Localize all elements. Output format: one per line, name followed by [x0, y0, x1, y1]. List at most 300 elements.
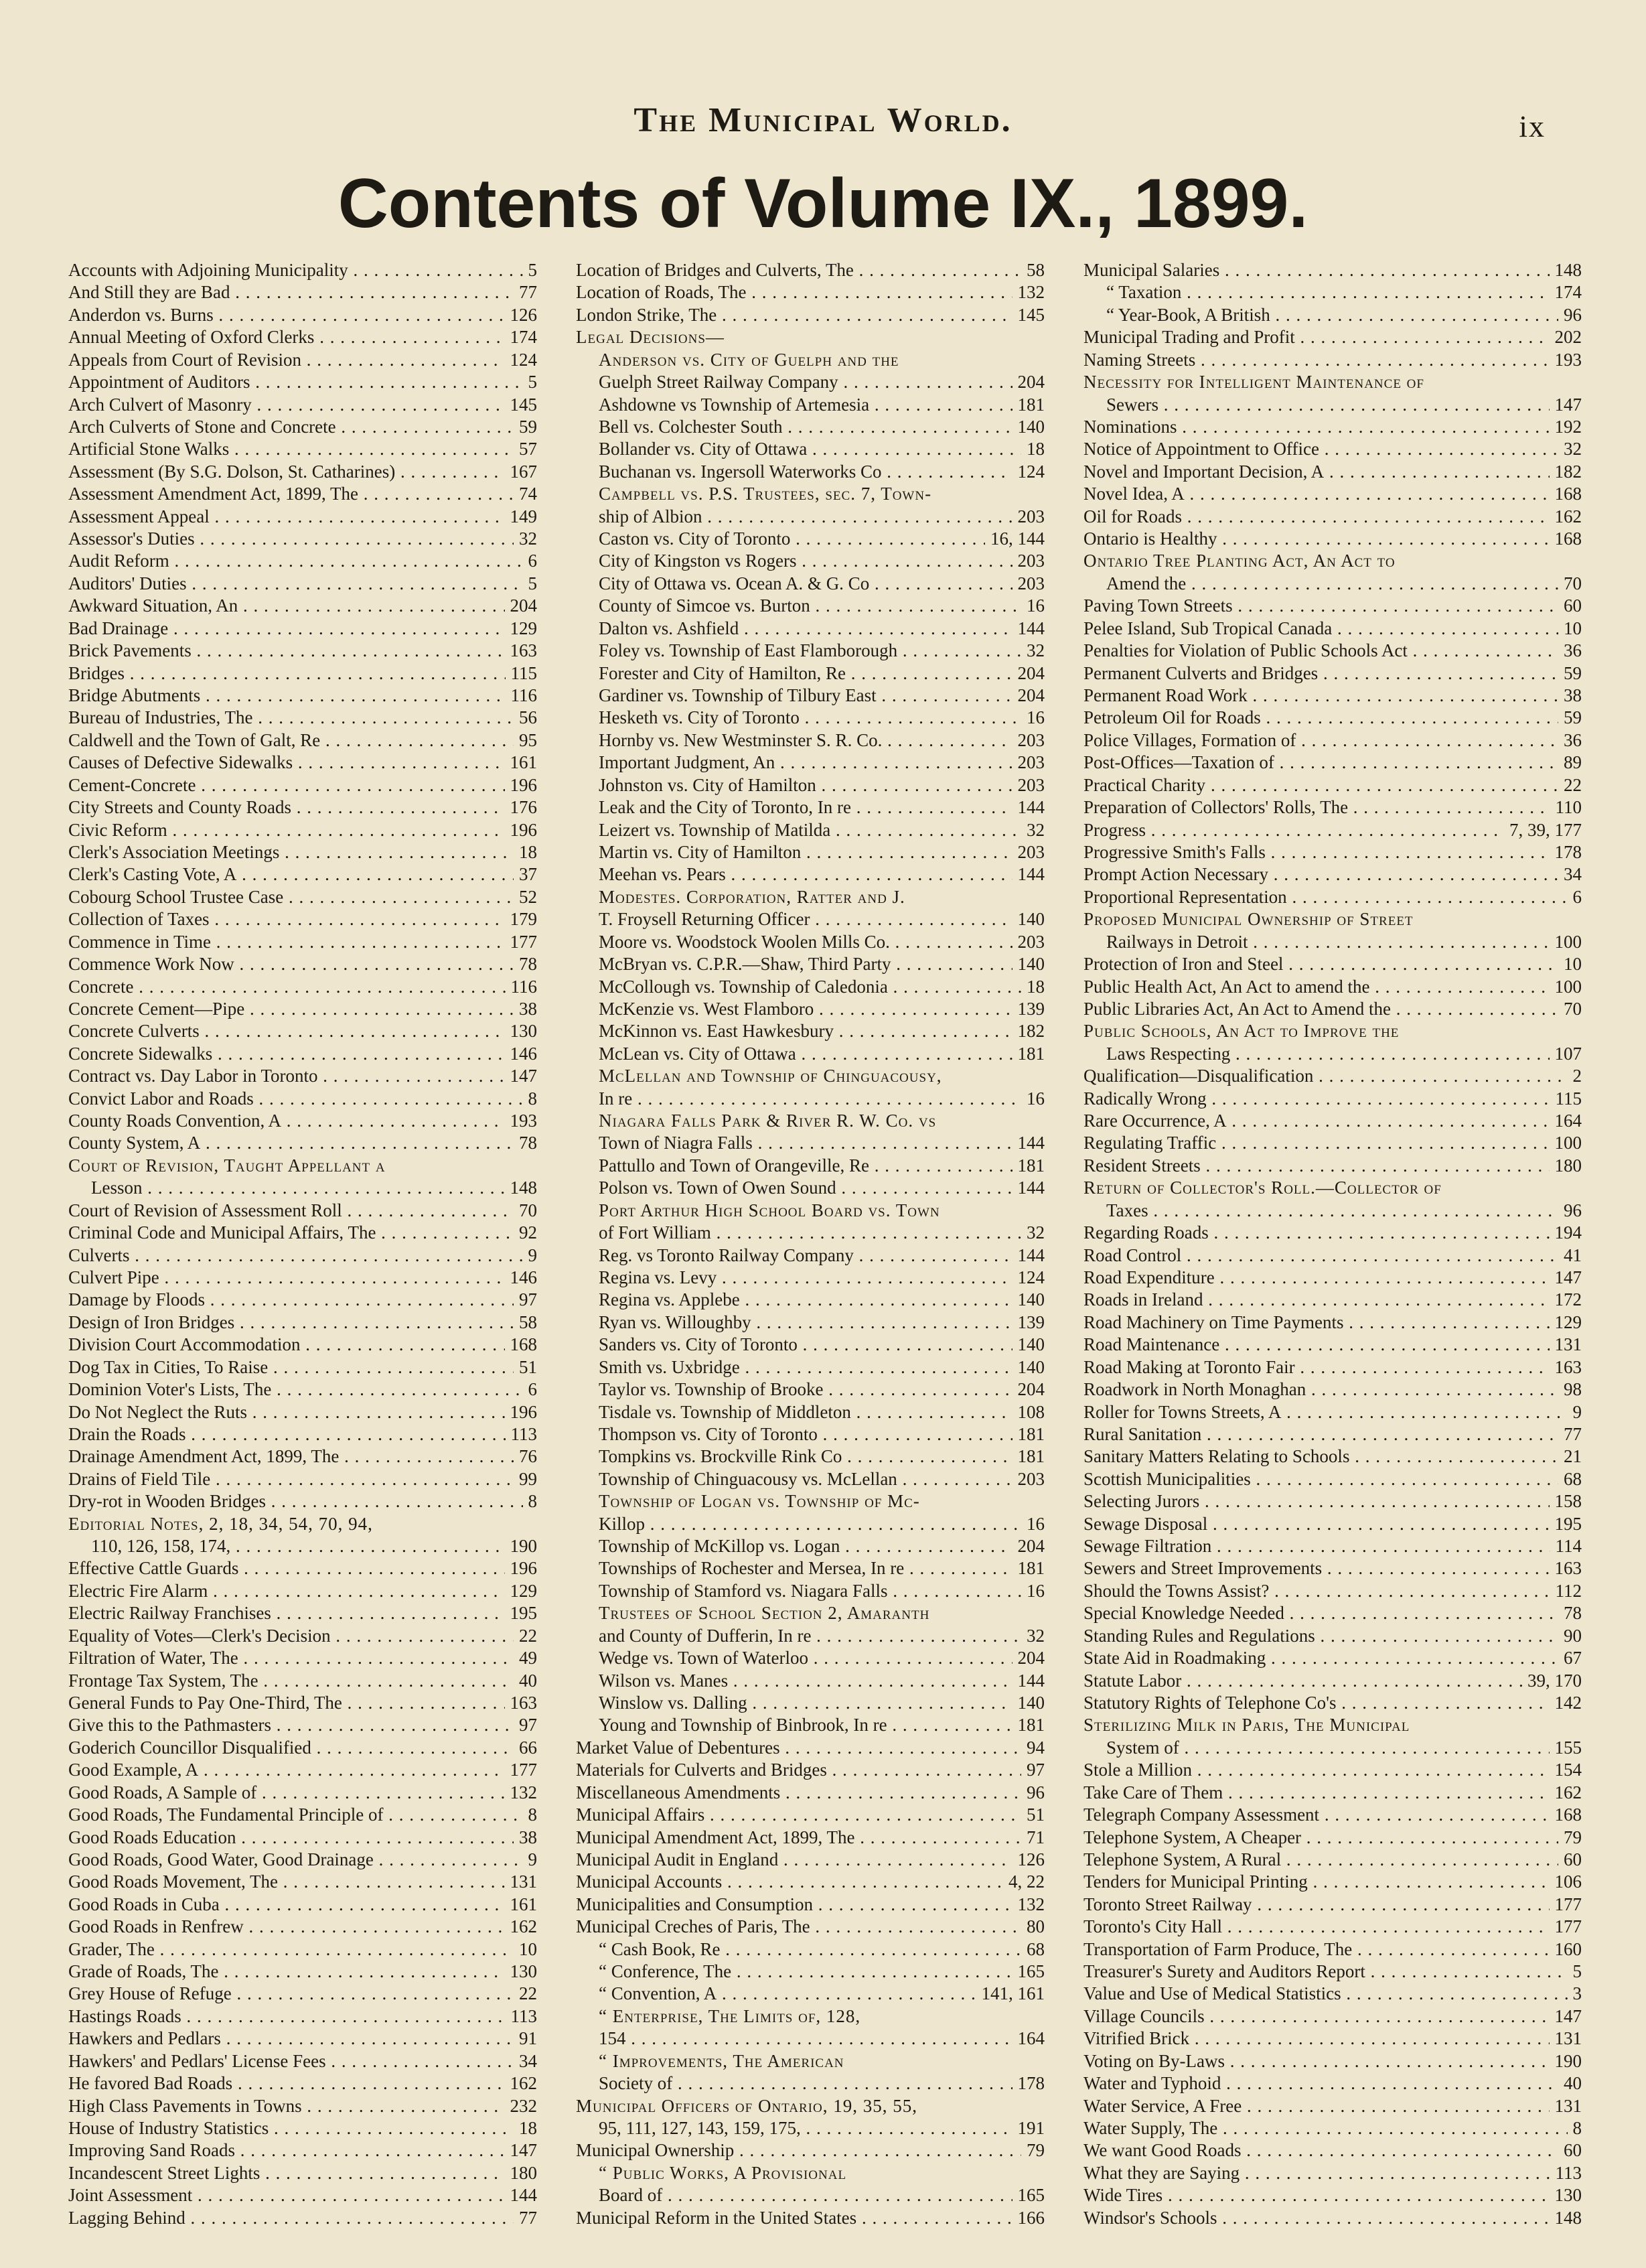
entry-title: Assessor's Duties . . .: [68, 528, 514, 549]
entry-title: Electric Railway Franchises . . .: [68, 1603, 505, 1624]
index-entry: [576, 1111, 1045, 1131]
entry-page-number: 203: [1017, 729, 1045, 750]
index-entry: [68, 1827, 537, 1848]
publication-masthead: The Municipal World.: [633, 101, 1013, 139]
index-entry: [1083, 573, 1582, 594]
entry-title: Arch Culvert of Masonry . . .: [68, 395, 505, 415]
index-entry: [68, 1088, 537, 1109]
index-entry: [576, 1536, 1045, 1557]
index-entry: [68, 1782, 537, 1803]
entry-title: Ontario is Healthy . . .: [1083, 528, 1550, 549]
entry-page-number: 204: [510, 595, 537, 616]
entry-title: Niagara Falls Park & River R. W. Co. vs: [599, 1111, 937, 1131]
entry-page-number: 38: [1564, 685, 1582, 706]
entry-title: Caldwell and the Town of Galt, Re . . .: [68, 730, 514, 751]
index-entry: [68, 1626, 537, 1646]
entry-title: Statute Labor . . .: [1083, 1671, 1522, 1691]
entry-page-number: 161: [510, 752, 537, 773]
entry-page-number: 144: [1017, 864, 1045, 885]
index-entry: [576, 2208, 1045, 2228]
entry-title: “ Enterprise, The Limits of, 128,: [599, 2005, 861, 2026]
entry-title: Buchanan vs. Ingersoll Waterworks Co . . .: [599, 462, 1013, 482]
entry-page-number: 192: [1554, 416, 1582, 437]
index-entry: [1083, 1961, 1582, 1982]
entry-title: Modestes. Corporation, Ratter and J.: [599, 886, 905, 907]
entry-page-number: 193: [510, 1111, 537, 1131]
entry-title: Township of Logan vs. Township of Mc-: [599, 1491, 920, 1512]
entry-title: Municipal Amendment Act, 1899, The . . .: [576, 1827, 1021, 1848]
entry-page-number: 168: [510, 1334, 537, 1355]
index-entry: [1083, 372, 1582, 393]
index-entry: [68, 372, 537, 393]
index-entry: [1083, 707, 1582, 728]
entry-page-number: 39, 170: [1527, 1670, 1582, 1691]
entry-title: Thompson vs. City of Toronto . . .: [599, 1424, 1013, 1445]
entry-title: Civic Reform . . .: [68, 820, 505, 841]
entry-page-number: 5: [528, 372, 537, 393]
entry-title: Drains of Field Tile . . .: [68, 1469, 514, 1490]
index-entry: [1083, 1424, 1582, 1445]
entry-page-number: 195: [510, 1603, 537, 1624]
entry-title: Hawkers' and Pedlars' License Fees . . .: [68, 2051, 514, 2072]
index-entry: [1083, 2140, 1582, 2161]
index-entry: [68, 462, 537, 482]
index-entry: [576, 1424, 1045, 1445]
entry-page-number: 203: [1017, 752, 1045, 773]
index-entry: [68, 730, 537, 751]
index-entry: [68, 1738, 537, 1758]
index-entry: [1083, 1514, 1582, 1535]
entry-title: City of Kingston vs Rogers . . .: [599, 551, 1013, 571]
index-entry: [576, 1334, 1045, 1355]
entry-title: Causes of Defective Sidewalks . . .: [68, 752, 505, 773]
entry-page-number: 144: [1017, 1133, 1045, 1153]
entry-page-number: 196: [510, 1558, 537, 1579]
entry-title: Grey House of Refuge . . .: [68, 1983, 514, 2004]
entry-page-number: 58: [519, 1312, 537, 1332]
entry-page-number: 180: [1554, 1155, 1582, 1176]
index-entry: [68, 1648, 537, 1669]
entry-page-number: 168: [1554, 484, 1582, 504]
entry-title: Bridge Abutments . . .: [68, 685, 506, 706]
entry-title: Town of Niagra Falls . . .: [599, 1133, 1013, 1153]
entry-page-number: 21: [1564, 1446, 1582, 1467]
index-entry: [68, 864, 537, 885]
entry-title: Polson vs. Town of Owen Sound . . .: [599, 1178, 1013, 1198]
entry-page-number: 141, 161: [981, 1983, 1045, 2004]
entry-page-number: 18: [1027, 439, 1045, 459]
index-entry: [1083, 1044, 1582, 1064]
entry-page-number: 89: [1564, 752, 1582, 773]
index-entry: [1083, 2118, 1582, 2139]
entry-page-number: 113: [1555, 2162, 1582, 2183]
index-entry: [1083, 1715, 1582, 1735]
index-entry: [1083, 2006, 1582, 2027]
entry-page-number: 40: [519, 1670, 537, 1691]
entry-page-number: 140: [1017, 909, 1045, 930]
index-entry: [1083, 1267, 1582, 1288]
entry-page-number: 8: [1572, 2118, 1582, 2139]
entry-title: Good Roads in Renfrew . . .: [68, 1916, 505, 1937]
index-entry: [1083, 528, 1582, 549]
index-entry: [1083, 663, 1582, 684]
entry-title: House of Industry Statistics . . .: [68, 2118, 514, 2139]
entry-title: Radically Wrong . . .: [1083, 1088, 1550, 1109]
index-entry: [1083, 1648, 1582, 1669]
entry-page-number: 71: [1027, 1827, 1045, 1847]
entry-title: “ Improvements, The American: [599, 2050, 844, 2071]
entry-title: Appeals from Court of Revision . . .: [68, 350, 505, 370]
entry-page-number: 6: [528, 1379, 537, 1400]
index-entry: [1083, 618, 1582, 639]
entry-page-number: 167: [510, 461, 537, 482]
entry-title: Roadwork in North Monaghan . . .: [1083, 1379, 1558, 1400]
entry-page-number: 97: [519, 1289, 537, 1310]
entry-title: Drain the Roads . . .: [68, 1424, 506, 1445]
index-entry: [68, 977, 537, 997]
entry-page-number: 124: [1017, 1267, 1045, 1287]
index-entry: [68, 2118, 537, 2139]
entry-title: Miscellaneous Amendments . . .: [576, 1782, 1021, 1803]
index-entry: [576, 618, 1045, 639]
entry-page-number: 113: [510, 1423, 537, 1444]
index-column-1: [68, 260, 537, 2229]
entry-title: Board of . . .: [599, 2185, 1013, 2206]
index-entry: [576, 305, 1045, 326]
entry-title: Progress . . .: [1083, 820, 1504, 841]
index-column-2: [576, 260, 1045, 2229]
entry-page-number: 162: [1554, 1782, 1582, 1802]
index-entry: [1083, 1289, 1582, 1310]
entry-title: Sewage Filtration . . .: [1083, 1536, 1550, 1557]
entry-page-number: 177: [1554, 1916, 1582, 1937]
entry-page-number: 129: [510, 1580, 537, 1601]
index-entry: [576, 864, 1045, 885]
entry-page-number: 148: [1554, 2207, 1582, 2228]
entry-page-number: 163: [510, 640, 537, 661]
entry-page-number: 164: [1017, 2028, 1045, 2049]
index-entry: [576, 977, 1045, 997]
entry-title: Stole a Million . . .: [1083, 1760, 1550, 1780]
entry-title: Transportation of Farm Produce, The . . .: [1083, 1939, 1550, 1960]
entry-page-number: 139: [1017, 1312, 1045, 1332]
entry-page-number: 174: [510, 327, 537, 348]
entry-title: Good Roads Movement, The . . .: [68, 1871, 505, 1892]
entry-page-number: 179: [510, 909, 537, 930]
entry-title: System of . . .: [1106, 1738, 1550, 1758]
entry-page-number: 22: [519, 1983, 537, 2004]
entry-page-number: 5: [528, 573, 537, 593]
index-entry: [576, 1200, 1045, 1221]
index-entry: [1083, 2073, 1582, 2094]
index-entry: [576, 2006, 1045, 2027]
entry-title: Goderich Councillor Disqualified . . .: [68, 1738, 514, 1758]
index-entry: [1083, 1916, 1582, 1937]
index-entry: [68, 1581, 537, 1602]
index-entry: [576, 462, 1045, 482]
entry-page-number: 132: [510, 1782, 537, 1802]
entry-title: Penalties for Violation of Public Schools Act . . .: [1083, 640, 1558, 661]
entry-title: Treasurer's Surety and Auditors Report . . .: [1083, 1961, 1568, 1982]
index-entry: [68, 528, 537, 549]
index-column-3: [1083, 260, 1582, 2229]
entry-page-number: 203: [1017, 774, 1045, 795]
index-entry: [1083, 954, 1582, 975]
entry-title: Prompt Action Necessary . . .: [1083, 864, 1558, 885]
entry-title: Lagging Behind . . .: [68, 2208, 514, 2228]
entry-page-number: 52: [519, 886, 537, 907]
index-entry: [68, 1760, 537, 1780]
entry-title: Rare Occurrence, A . . .: [1083, 1111, 1550, 1131]
entry-page-number: 147: [510, 1066, 537, 1086]
entry-page-number: 176: [510, 797, 537, 818]
index-entry: [576, 2163, 1045, 2184]
index-entry: [1083, 2185, 1582, 2206]
entry-title: Road Control . . .: [1083, 1245, 1558, 1266]
entry-page-number: 96: [1564, 1200, 1582, 1220]
index-entry: [576, 2096, 1045, 2117]
entry-page-number: 132: [1017, 282, 1045, 303]
entry-page-number: 100: [1554, 1133, 1582, 1153]
entry-page-number: 38: [519, 1827, 537, 1847]
index-entry: [68, 1715, 537, 1735]
index-entry: [1083, 2096, 1582, 2117]
index-entry: [576, 528, 1045, 549]
entry-page-number: 66: [519, 1737, 537, 1758]
entry-page-number: 78: [1564, 1603, 1582, 1624]
index-entry: [576, 2118, 1045, 2139]
entry-title: Pattullo and Town of Orangeville, Re . . .: [599, 1155, 1013, 1176]
entry-title: Arch Culverts of Stone and Concrete . . .: [68, 417, 514, 437]
entry-title: Municipal Salaries . . .: [1083, 260, 1550, 281]
index-entry: [68, 1267, 537, 1288]
index-entry: [68, 1222, 537, 1243]
index-entry: [1083, 1536, 1582, 1557]
entry-page-number: 57: [519, 439, 537, 459]
index-entry: [68, 551, 537, 571]
entry-page-number: 204: [1017, 1536, 1045, 1557]
index-entry: [1083, 1558, 1582, 1579]
index-entry: [1083, 1469, 1582, 1490]
entry-title: Road Maintenance . . .: [1083, 1334, 1550, 1355]
entry-title: Police Villages, Formation of . . .: [1083, 730, 1558, 751]
entry-title: Naming Streets . . .: [1083, 350, 1550, 370]
entry-title: Laws Respecting . . .: [1106, 1044, 1550, 1064]
entry-title: Concrete Cement—Pipe . . .: [68, 999, 514, 1019]
entry-title: Good Roads, The Fundamental Principle of . . .: [68, 1804, 523, 1825]
entry-title: Proposed Municipal Ownership of Street: [1083, 909, 1414, 930]
entry-title: Grader, The . . .: [68, 1939, 514, 1960]
index-entry: [68, 395, 537, 415]
entry-title: “ Taxation . . .: [1106, 282, 1550, 303]
entry-page-number: 130: [1554, 2185, 1582, 2206]
entry-title: Water Service, A Free . . .: [1083, 2096, 1550, 2117]
entry-title: Municipal Accounts . . .: [576, 1871, 1003, 1892]
entry-page-number: 174: [1554, 282, 1582, 303]
entry-page-number: 32: [1027, 1222, 1045, 1243]
entry-title: Society of . . .: [599, 2073, 1013, 2094]
index-entry: [68, 842, 537, 863]
entry-page-number: 115: [1555, 1088, 1582, 1109]
index-entry: [1083, 1334, 1582, 1355]
index-entry: [1083, 260, 1582, 281]
index-entry: [1083, 887, 1582, 908]
index-entry: [576, 1894, 1045, 1915]
entry-title: Tompkins vs. Brockville Rink Co . . .: [599, 1446, 1013, 1467]
index-entry: [1083, 1671, 1582, 1691]
entry-page-number: 181: [1017, 1155, 1045, 1176]
index-entry: [68, 640, 537, 661]
entry-title: McBryan vs. C.P.R.—Shaw, Third Party . . .: [599, 954, 1013, 975]
index-entry: [576, 820, 1045, 841]
entry-title: Sanders vs. City of Toronto . . .: [599, 1334, 1013, 1355]
index-entry: [1083, 1155, 1582, 1176]
entry-page-number: 90: [1564, 1625, 1582, 1646]
entry-title: Should the Towns Assist? . . .: [1083, 1581, 1550, 1602]
entry-title: Township of McKillop vs. Logan . . .: [599, 1536, 1013, 1557]
entry-title: County Roads Convention, A . . .: [68, 1111, 505, 1131]
index-entry: [576, 1715, 1045, 1735]
index-entry: [68, 595, 537, 616]
entry-title: ship of Albion . . .: [599, 506, 1013, 527]
entry-title: Roads in Ireland . . .: [1083, 1289, 1550, 1310]
index-entry: [576, 1357, 1045, 1378]
entry-page-number: 32: [1564, 439, 1582, 459]
entry-title: “ Public Works, A Provisional: [599, 2162, 847, 2183]
index-entry: [1083, 2163, 1582, 2184]
index-entry: [1083, 842, 1582, 863]
entry-title: City Streets and County Roads . . .: [68, 797, 505, 818]
index-entry: [576, 1738, 1045, 1758]
index-entry: [576, 999, 1045, 1019]
index-entry: [68, 1916, 537, 1937]
entry-page-number: 79: [1564, 1827, 1582, 1847]
entry-title: Proportional Representation . . .: [1083, 887, 1568, 908]
entry-title: Caston vs. City of Toronto . . .: [599, 528, 985, 549]
entry-title: London Strike, The . . .: [576, 305, 1013, 326]
entry-title: McLellan and Township of Chinguacousy,: [599, 1066, 942, 1086]
entry-page-number: 67: [1564, 1648, 1582, 1669]
index-entry: [68, 1491, 537, 1512]
entry-title: Oil for Roads . . .: [1083, 506, 1550, 527]
index-entry: [1083, 864, 1582, 885]
entry-title: Qualification—Disqualification . . .: [1083, 1066, 1568, 1086]
entry-page-number: 113: [510, 2005, 537, 2026]
entry-title: Toronto's City Hall . . .: [1083, 1916, 1550, 1937]
entry-title: “ Convention, A . . .: [599, 1983, 976, 2004]
entry-title: Good Roads in Cuba . . .: [68, 1894, 505, 1915]
index-entry: [576, 932, 1045, 952]
entry-page-number: 40: [1564, 2073, 1582, 2094]
index-entry: [1083, 1312, 1582, 1333]
entry-title: Commence in Time . . .: [68, 932, 505, 952]
index-entry: [68, 1200, 537, 1221]
index-entry: [1083, 2028, 1582, 2049]
index-entry: [68, 1469, 537, 1490]
entry-title: Sterilizing Milk in Paris, The Municipal: [1083, 1715, 1410, 1735]
contents-title: Contents of Volume IX., 1899.: [338, 165, 1308, 242]
index-entry: [68, 2208, 537, 2228]
entry-page-number: 78: [519, 1133, 537, 1153]
index-entry: [1083, 685, 1582, 706]
entry-page-number: 16: [1027, 1088, 1045, 1109]
index-entry: [1083, 1804, 1582, 1825]
entry-title: Bad Drainage . . .: [68, 618, 505, 639]
entry-title: Wedge vs. Town of Waterloo . . .: [599, 1648, 1013, 1669]
entry-title: T. Froysell Returning Officer . . .: [599, 909, 1013, 930]
entry-page-number: 147: [1554, 1267, 1582, 1287]
entry-title: McKinnon vs. East Hawkesbury . . .: [599, 1021, 1013, 1042]
entry-title: Novel and Important Decision, A . . .: [1083, 462, 1550, 482]
index-entry: [576, 2028, 1045, 2049]
entry-page-number: 140: [1017, 1334, 1045, 1355]
entry-title: Give this to the Pathmasters . . .: [68, 1715, 514, 1735]
entry-title: Lesson . . .: [91, 1178, 505, 1198]
entry-title: Bridges . . .: [68, 663, 506, 684]
index-entry: [1083, 1200, 1582, 1221]
entry-title: Municipal Ownership . . .: [576, 2140, 1021, 2161]
entry-page-number: 79: [1027, 2140, 1045, 2161]
entry-title: Hornby vs. New Westminster S. R. Co. . . .: [599, 730, 1013, 751]
entry-page-number: 154: [1554, 1760, 1582, 1780]
entry-title: Reg. vs Toronto Railway Company . . .: [599, 1245, 1013, 1266]
index-entry: [68, 2006, 537, 2027]
index-entry: [576, 685, 1045, 706]
entry-title: Notice of Appointment to Office . . .: [1083, 439, 1558, 459]
entry-page-number: 60: [1564, 595, 1582, 616]
entry-title: Road Machinery on Time Payments . . .: [1083, 1312, 1550, 1333]
index-entry: [68, 1446, 537, 1467]
entry-page-number: 3: [1572, 1983, 1582, 2004]
entry-page-number: 194: [1554, 1222, 1582, 1243]
index-entry: [576, 842, 1045, 863]
index-entry: [1083, 1827, 1582, 1848]
index-entry: [68, 327, 537, 348]
entry-title: Wide Tires . . .: [1083, 2185, 1550, 2206]
entry-page-number: 68: [1027, 1938, 1045, 1959]
index-entry: [1083, 797, 1582, 818]
entry-page-number: 147: [510, 2140, 537, 2161]
entry-page-number: 203: [1017, 506, 1045, 526]
entry-page-number: 6: [1572, 886, 1582, 907]
index-entry: [68, 1379, 537, 1400]
entry-page-number: 161: [510, 1894, 537, 1914]
entry-page-number: 2: [1572, 1066, 1582, 1086]
index-entry: [576, 663, 1045, 684]
entry-page-number: 74: [519, 484, 537, 504]
index-entry: [1083, 1939, 1582, 1960]
index-entry: [576, 1514, 1045, 1535]
index-entry: [1083, 1402, 1582, 1423]
entry-title: Annual Meeting of Oxford Clerks . . .: [68, 327, 505, 348]
entry-page-number: 10: [1564, 954, 1582, 975]
entry-page-number: 180: [510, 2162, 537, 2183]
index-entry: [68, 1939, 537, 1960]
index-entry: [576, 909, 1045, 930]
entry-page-number: 97: [519, 1715, 537, 1735]
entry-page-number: 36: [1564, 640, 1582, 661]
index-entry: [576, 551, 1045, 571]
entry-title: Commence Work Now . . .: [68, 954, 514, 975]
index-entry: [576, 417, 1045, 437]
entry-title: Appointment of Auditors . . .: [68, 372, 523, 393]
entry-page-number: 18: [1027, 976, 1045, 997]
entry-title: Clerk's Association Meetings . . .: [68, 842, 514, 863]
index-entry: [576, 439, 1045, 459]
index-entry: [1083, 439, 1582, 459]
entry-title: Dry-rot in Wooden Bridges . . .: [68, 1491, 523, 1512]
entry-title: Assessment (By S.G. Dolson, St. Catharines) . . .: [68, 462, 505, 482]
